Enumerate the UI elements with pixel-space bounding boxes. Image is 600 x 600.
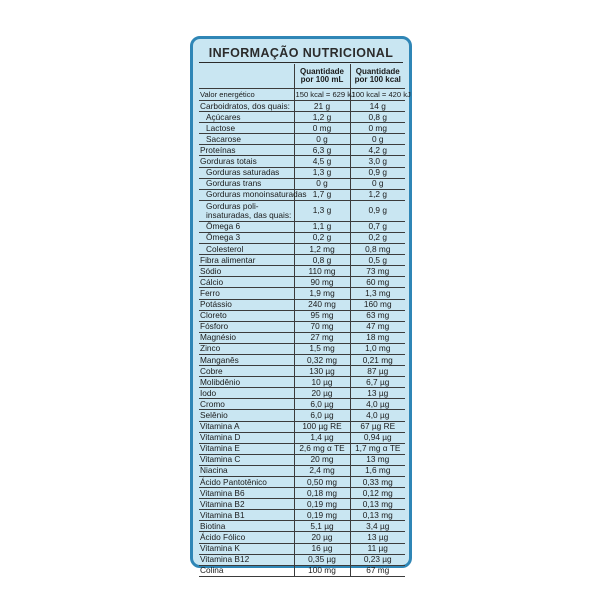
table-row	[199, 221, 405, 232]
table-row	[199, 232, 405, 243]
nutrient-name: Biotina	[199, 521, 294, 532]
table-row	[199, 189, 405, 200]
nutrient-name: Zinco	[199, 343, 294, 354]
value-per-100ml: 21 g	[294, 101, 350, 112]
value-per-100ml: 2,6 mg α TE	[294, 443, 350, 454]
nutrient-name: Gorduras totais	[199, 156, 294, 167]
nutrient-name: Sacarose	[199, 134, 294, 145]
nutrient-name: Fibra alimentar	[199, 255, 294, 266]
table-row	[199, 288, 405, 299]
nutrient-name: Gorduras trans	[199, 178, 294, 189]
nutrient-name: Colina	[199, 565, 294, 576]
header-blank	[199, 64, 294, 89]
nutrition-table	[199, 64, 411, 577]
table-row	[199, 521, 405, 532]
value-per-100ml: 6,0 µg	[294, 410, 350, 421]
nutrient-name: Gorduras saturadas	[199, 167, 294, 178]
table-row	[199, 112, 405, 123]
value-per-100kcal: 6,7 µg	[350, 377, 405, 388]
table-row	[199, 255, 405, 266]
table-row	[199, 488, 405, 499]
table-row	[199, 510, 405, 521]
nutrient-name: Vitamina C	[199, 454, 294, 465]
header-per-100ml: Quantidade por 100 mL	[294, 64, 350, 89]
table-row	[199, 321, 405, 332]
value-per-100ml: 1,3 g	[294, 167, 350, 178]
value-per-100kcal: 73 mg	[350, 266, 405, 277]
table-row	[199, 244, 405, 255]
nutrient-name: Molibdênio	[199, 377, 294, 388]
table-row	[199, 399, 405, 410]
table-row	[199, 354, 405, 365]
value-per-100kcal: 160 mg	[350, 299, 405, 310]
nutrient-name: Gorduras monoinsaturadas	[199, 189, 294, 200]
nutrient-name: Açúcares	[199, 112, 294, 123]
table-row	[199, 89, 405, 101]
table-row	[199, 343, 405, 354]
value-per-100kcal: 0,8 g	[350, 112, 405, 123]
value-per-100kcal: 0 g	[350, 134, 405, 145]
value-per-100kcal: 4,2 g	[350, 145, 405, 156]
table-row	[199, 454, 405, 465]
table-row	[199, 101, 405, 112]
value-per-100kcal: 13 µg	[350, 532, 405, 543]
nutrient-name: Sódio	[199, 266, 294, 277]
value-per-100ml: 4,5 g	[294, 156, 350, 167]
table-body	[199, 89, 411, 577]
value-per-100kcal: 13 µg	[350, 388, 405, 399]
value-per-100ml: 0 g	[294, 178, 350, 189]
nutrient-name: Proteínas	[199, 145, 294, 156]
table-row	[199, 266, 405, 277]
nutrient-name: Iodo	[199, 388, 294, 399]
value-per-100kcal: 0,13 mg	[350, 499, 405, 510]
value-per-100kcal: 1,7 mg α TE	[350, 443, 405, 454]
value-per-100ml: 0,32 mg	[294, 354, 350, 365]
nutrient-name: Gorduras poli-insaturadas, das quais:	[199, 200, 294, 221]
nutrient-name: Cloreto	[199, 310, 294, 321]
value-per-100ml: 2,4 mg	[294, 465, 350, 476]
table-row	[199, 421, 405, 432]
value-per-100kcal: 11 µg	[350, 543, 405, 554]
value-per-100ml: 95 mg	[294, 310, 350, 321]
value-per-100kcal: 0,23 µg	[350, 554, 405, 565]
value-per-100ml: 0 g	[294, 134, 350, 145]
nutrient-name: Vitamina E	[199, 443, 294, 454]
table-row	[199, 332, 405, 343]
value-per-100ml: 1,4 µg	[294, 432, 350, 443]
value-per-100kcal: 4,0 µg	[350, 399, 405, 410]
value-per-100kcal: 60 mg	[350, 277, 405, 288]
nutrient-name: Carboidratos, dos quais:	[199, 101, 294, 112]
value-per-100kcal: 0,5 g	[350, 255, 405, 266]
nutrient-name: Selênio	[199, 410, 294, 421]
value-per-100ml: 0,35 µg	[294, 554, 350, 565]
value-per-100kcal: 0 mg	[350, 123, 405, 134]
value-per-100kcal: 0,2 g	[350, 232, 405, 243]
table-header-row	[199, 64, 405, 89]
table-row	[199, 477, 405, 488]
value-per-100kcal: 47 mg	[350, 321, 405, 332]
nutrient-name: Niacina	[199, 465, 294, 476]
panel-title: INFORMAÇÃO NUTRICIONAL	[199, 44, 403, 63]
value-per-100kcal: 63 mg	[350, 310, 405, 321]
nutrient-name: Vitamina B12	[199, 554, 294, 565]
value-per-100kcal: 13 mg	[350, 454, 405, 465]
table-row	[199, 178, 405, 189]
value-per-100ml: 0,19 mg	[294, 510, 350, 521]
nutrient-name: Valor energético	[199, 89, 294, 101]
value-per-100kcal: 1,0 mg	[350, 343, 405, 354]
value-per-100ml: 1,2 g	[294, 112, 350, 123]
value-per-100ml: 110 mg	[294, 266, 350, 277]
table-row	[199, 499, 405, 510]
value-per-100ml: 20 µg	[294, 388, 350, 399]
table-row	[199, 134, 405, 145]
table-row	[199, 410, 405, 421]
table-row	[199, 465, 405, 476]
value-per-100ml: 0 mg	[294, 123, 350, 134]
value-per-100ml: 27 mg	[294, 332, 350, 343]
nutrient-name: Lactose	[199, 123, 294, 134]
value-per-100ml: 1,2 mg	[294, 244, 350, 255]
table-row	[199, 167, 405, 178]
value-per-100kcal: 0,33 mg	[350, 477, 405, 488]
value-per-100ml: 10 µg	[294, 377, 350, 388]
table-row	[199, 299, 405, 310]
table-row	[199, 123, 405, 134]
nutrient-name: Ômega 3	[199, 232, 294, 243]
nutrient-name: Ômega 6	[199, 221, 294, 232]
nutrient-name: Cromo	[199, 399, 294, 410]
value-per-100ml: 0,19 mg	[294, 499, 350, 510]
nutrition-facts-panel	[190, 36, 412, 576]
value-per-100kcal: 87 µg	[350, 366, 405, 377]
value-per-100kcal: 67 µg RE	[350, 421, 405, 432]
nutrient-name: Magnésio	[199, 332, 294, 343]
value-per-100kcal: 67 mg	[350, 565, 405, 576]
table-row	[199, 532, 405, 543]
nutrient-name: Potássio	[199, 299, 294, 310]
nutrient-name: Vitamina D	[199, 432, 294, 443]
table-row	[199, 377, 405, 388]
nutrient-name: Fósforo	[199, 321, 294, 332]
value-per-100ml: 1,1 g	[294, 221, 350, 232]
nutrient-name: Vitamina B6	[199, 488, 294, 499]
value-per-100kcal: 0,8 mg	[350, 244, 405, 255]
table-row	[199, 443, 405, 454]
nutrient-name: Ferro	[199, 288, 294, 299]
nutrient-name: Ácido Pantotênico	[199, 477, 294, 488]
nutrient-name: Vitamina A	[199, 421, 294, 432]
table-row	[199, 554, 405, 565]
value-per-100ml: 1,9 mg	[294, 288, 350, 299]
table-row	[199, 310, 405, 321]
value-per-100kcal: 1,6 mg	[350, 465, 405, 476]
value-per-100ml: 5,1 µg	[294, 521, 350, 532]
value-per-100ml: 130 µg	[294, 366, 350, 377]
value-per-100ml: 100 mg	[294, 565, 350, 576]
value-per-100kcal: 0,7 g	[350, 221, 405, 232]
value-per-100ml: 1,7 g	[294, 189, 350, 200]
value-per-100kcal: 0,9 g	[350, 200, 405, 221]
table-row	[199, 565, 405, 576]
value-per-100kcal: 1,3 mg	[350, 288, 405, 299]
value-per-100kcal: 3,4 µg	[350, 521, 405, 532]
value-per-100ml: 1,5 mg	[294, 343, 350, 354]
value-per-100kcal: 0,12 mg	[350, 488, 405, 499]
table-row	[199, 156, 405, 167]
nutrient-name: Ácido Fólico	[199, 532, 294, 543]
nutrient-name: Vitamina B1	[199, 510, 294, 521]
table-row	[199, 388, 405, 399]
value-per-100kcal: 100 kcal = 420 kJ	[351, 90, 411, 99]
nutrient-name: Cálcio	[199, 277, 294, 288]
table-row	[199, 277, 405, 288]
value-per-100ml: 16 µg	[294, 543, 350, 554]
value-per-100ml: 90 mg	[294, 277, 350, 288]
value-per-100ml: 150 kcal = 629 kJ	[295, 90, 355, 99]
value-per-100kcal: 0,9 g	[350, 167, 405, 178]
value-per-100ml: 0,18 mg	[294, 488, 350, 499]
nutrient-name: Cobre	[199, 366, 294, 377]
value-per-100ml: 1,3 g	[294, 200, 350, 221]
value-per-100ml: 0,2 g	[294, 232, 350, 243]
header-per-100kcal: Quantidade por 100 kcal	[350, 64, 405, 89]
value-per-100kcal: 0,13 mg	[350, 510, 405, 521]
value-per-100ml: 6,0 µg	[294, 399, 350, 410]
value-per-100ml: 6,3 g	[294, 145, 350, 156]
value-per-100kcal: 0,94 µg	[350, 432, 405, 443]
value-per-100ml: 20 mg	[294, 454, 350, 465]
nutrient-name: Vitamina B2	[199, 499, 294, 510]
value-per-100ml: 100 µg RE	[294, 421, 350, 432]
value-per-100kcal: 0,21 mg	[350, 354, 405, 365]
value-per-100kcal: 4,0 µg	[350, 410, 405, 421]
nutrient-name: Manganês	[199, 354, 294, 365]
value-per-100kcal: 3,0 g	[350, 156, 405, 167]
table-row	[199, 200, 405, 221]
value-per-100kcal: 0 g	[350, 178, 405, 189]
table-row	[199, 432, 405, 443]
value-per-100ml: 0,8 g	[294, 255, 350, 266]
value-per-100ml: 0,50 mg	[294, 477, 350, 488]
value-per-100kcal: 14 g	[350, 101, 405, 112]
value-per-100kcal: 18 mg	[350, 332, 405, 343]
value-per-100kcal: 1,2 g	[350, 189, 405, 200]
value-per-100ml: 20 µg	[294, 532, 350, 543]
table-row	[199, 366, 405, 377]
value-per-100ml: 240 mg	[294, 299, 350, 310]
nutrient-name: Vitamina K	[199, 543, 294, 554]
table-row	[199, 543, 405, 554]
table-row	[199, 145, 405, 156]
nutrient-name: Colesterol	[199, 244, 294, 255]
value-per-100ml: 70 mg	[294, 321, 350, 332]
